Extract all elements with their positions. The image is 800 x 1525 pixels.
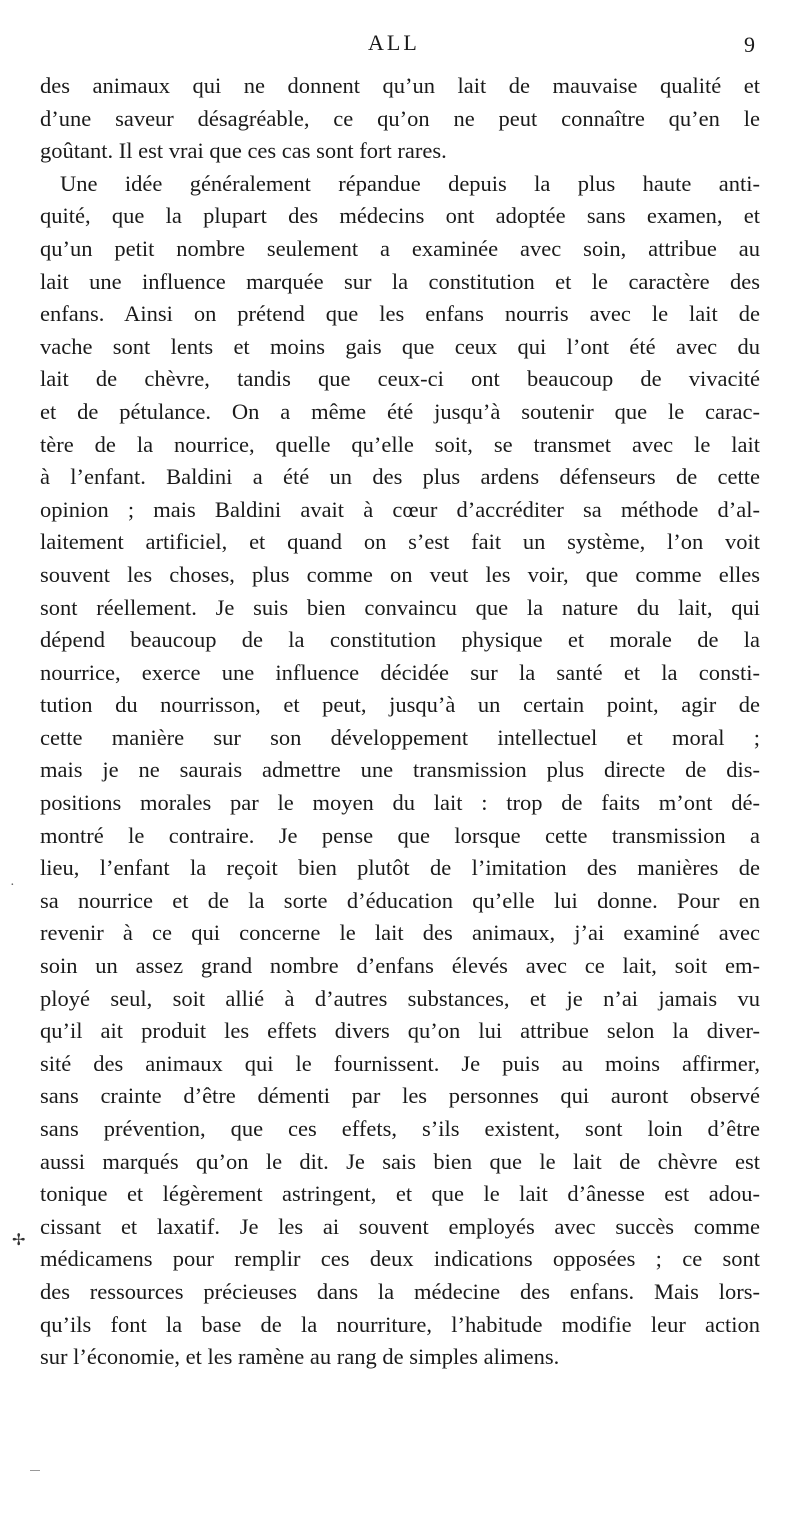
running-title: ALL (368, 30, 420, 55)
text-line: revenir à ce qui concerne le lait des animaux, j’ai examiné avec (40, 920, 760, 946)
text-line: sur l’économie, et les ramène au rang de simples alimens. (40, 1344, 560, 1370)
text-line: à l’enfant. Baldini a été un des plus ardens défenseurs de cette (40, 464, 760, 490)
text-line: positions morales par le moyen du lait : trop de faits m’ont dé- (40, 790, 760, 816)
margin-ornament-mark: ✢ (12, 1232, 26, 1249)
text-line: qu’un petit nombre seulement a examinée avec soin, attribue au (40, 235, 760, 261)
text-line: aussi marqués qu’on le dit. Je sais bien que le lait de chèvre est (40, 1148, 760, 1174)
text-line: qu’il ait produit les effets divers qu’on lui attribue selon la diver- (40, 1018, 760, 1044)
text-line: sa nourrice et de la sorte d’éducation qu’elle lui donne. Pour en (40, 887, 760, 913)
text-line: et de pétulance. On a même été jusqu’à soutenir que le carac- (40, 398, 760, 424)
body-text (40, 70, 760, 1374)
margin-dash-mark (30, 1470, 40, 1471)
text-line: tution du nourrisson, et peut, jusqu’à un certain point, agir de (40, 692, 760, 718)
text-line: souvent les choses, plus comme on veut les voir, que comme elles (40, 561, 760, 587)
text-line: goûtant. Il est vrai que ces cas sont fort rares. (40, 138, 447, 164)
text-line: vache sont lents et moins gais que ceux qui l’ont été avec du (40, 333, 760, 359)
text-line: des ressources précieuses dans la médecine des enfans. Mais lors- (40, 1278, 760, 1304)
text-line: médicamens pour remplir ces deux indications opposées ; ce sont (40, 1246, 760, 1272)
text-line: montré le contraire. Je pense que lorsque cette transmission a (40, 822, 760, 848)
text-line: sité des animaux qui le fournissent. Je puis au moins affirmer, (40, 1050, 760, 1076)
text-line: soin un assez grand nombre d’enfans élevés avec ce lait, soit em- (40, 953, 760, 979)
text-line: d’une saveur désagréable, ce qu’on ne peut connaître qu’en le (40, 105, 760, 131)
running-head (0, 30, 800, 64)
text-line: quité, que la plupart des médecins ont adoptée sans examen, et (40, 203, 760, 229)
text-line: cissant et laxatif. Je les ai souvent employés avec succès comme (40, 1213, 760, 1239)
text-line: qu’ils font la base de la nourriture, l’habitude modifie leur action (40, 1311, 760, 1337)
margin-dot-mark: · (10, 878, 15, 893)
text-line: mais je ne saurais admettre une transmission plus directe de dis- (40, 757, 760, 783)
text-line: tonique et légèrement astringent, et que le lait d’ânesse est adou- (40, 1181, 760, 1207)
text-line: Une idée généralement répandue depuis la plus haute anti- (60, 170, 760, 196)
text-line: ployé seul, soit allié à d’autres substances, et je n’ai jamais vu (40, 985, 760, 1011)
text-line: cette manière sur son développement intellectuel et moral ; (40, 724, 760, 750)
text-line: dépend beaucoup de la constitution physique et morale de la (40, 627, 760, 653)
text-line: sont réellement. Je suis bien convaincu que la nature du lait, qui (40, 594, 760, 620)
text-line: sans prévention, que ces effets, s’ils existent, sont loin d’être (40, 1116, 760, 1141)
text-line: lait une influence marquée sur la constitution et le caractère des (40, 268, 760, 294)
page-number: 9 (744, 32, 755, 57)
text-line: nourrice, exerce une influence décidée sur la santé et la consti- (40, 659, 760, 685)
text-line: enfans. Ainsi on prétend que les enfans nourris avec le lait de (40, 301, 760, 327)
text-line: tère de la nourrice, quelle qu’elle soit, se transmet avec le lait (40, 431, 760, 457)
text-line: laitement artificiel, et quand on s’est fait un système, l’on voit (40, 529, 760, 555)
text-line: des animaux qui ne donnent qu’un lait de mauvaise qualité et (40, 73, 760, 98)
paragraph-main (40, 168, 760, 1374)
text-line: lieu, l’enfant la reçoit bien plutôt de l’imitation des manières de (40, 855, 760, 881)
paragraph-continuation (40, 70, 760, 168)
text-line: sans crainte d’être démenti par les personnes qui auront observé (40, 1083, 760, 1109)
text-line: lait de chèvre, tandis que ceux-ci ont beaucoup de vivacité (40, 366, 760, 392)
text-line: opinion ; mais Baldini avait à cœur d’accréditer sa méthode d’al- (40, 496, 760, 522)
